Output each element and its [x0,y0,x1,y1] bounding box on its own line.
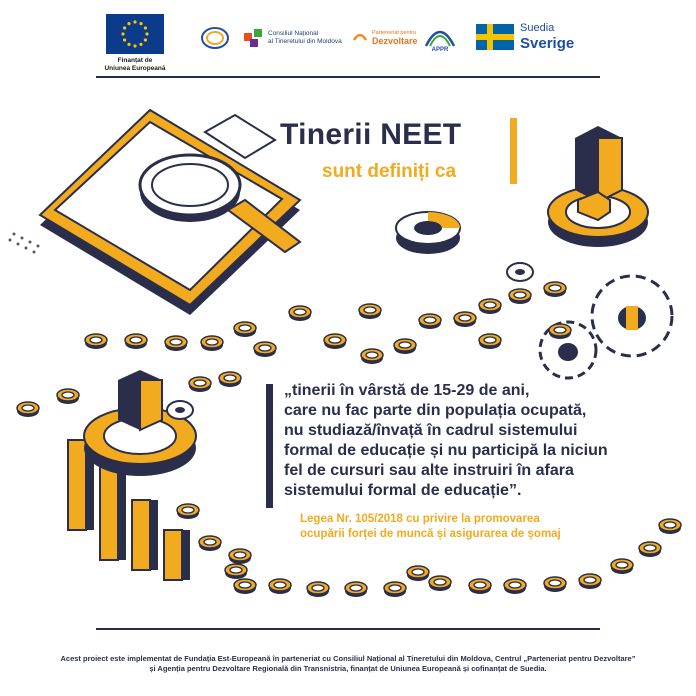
quote-accent-bar [266,384,273,508]
sweden-line1: Suedia [520,22,555,34]
ring-icon [396,212,460,254]
quote-line: care nu fac parte din populația ocupată, [284,402,587,419]
exclamation-icon-2 [84,370,196,476]
title-accent-bar [510,118,517,184]
header-rule [96,76,600,78]
sweden-flag-icon [476,24,514,50]
definition-quote [284,381,686,501]
fundatia-logo [200,26,230,50]
council-line2: al Tineretului din Moldova [268,38,342,45]
parteneriat-line1: Parteneriat pentru [372,30,417,36]
sweden-line2: Sverige [520,35,575,52]
quote-line: fel de cursuri sau alte instruiri în afara [284,462,574,479]
eu-caption-line2: Uniunea Europeană [104,65,166,72]
page-title: Tinerii NEET [280,118,462,151]
footer-rule [96,628,600,630]
council-logo [244,27,342,49]
law-reference [300,512,690,541]
quote-line: „tinerii în vârstă de 15-29 de ani, [284,382,530,399]
eu-flag-icon [106,14,164,54]
law-line1: Legea Nr. 105/2018 cu privire la promovarea [300,513,540,525]
appr-label: APPR [431,47,449,53]
partner-logo-bar [0,0,696,82]
footer-line1: Acest proiect este implementat de Fundația Est-Europeană în parteneriat cu Consiliul Național al Tineretului din Moldova, Centrul „Parteneriat pentru Dezvoltare” [60,654,636,663]
fundatia-logo-icon [200,26,230,50]
appr-logo-icon [422,24,458,54]
parteneriat-logo-icon [352,30,368,46]
sweden-text [520,22,574,52]
law-line2: ocupării forței de muncă și asigurarea de șomaj [300,527,561,540]
council-line1: Consiliul Național [268,30,319,37]
parteneriat-line2: Dezvoltare [372,36,418,46]
council-logo-icon [244,27,264,49]
footer-credits [20,654,676,674]
eu-caption-line1: Finanțat de [117,57,153,64]
footer-line2: și Agenția pentru Dezvoltare Regională din Transnistria, finanțat de Uniunea Europeană și cofinanțat de Suedia. [149,664,547,673]
page-subtitle: sunt definiți ca [322,161,457,182]
quote-line: formal de educație și nu participă la niciun [284,442,608,459]
appr-logo [422,24,458,54]
eu-caption [92,57,178,73]
parteneriat-logo [352,29,418,47]
quote-line: nu studiază/învață în cadrul sistemului [284,422,578,439]
exclamation-icon [548,126,648,247]
quote-line: sistemului formal de educație”. [284,482,522,499]
